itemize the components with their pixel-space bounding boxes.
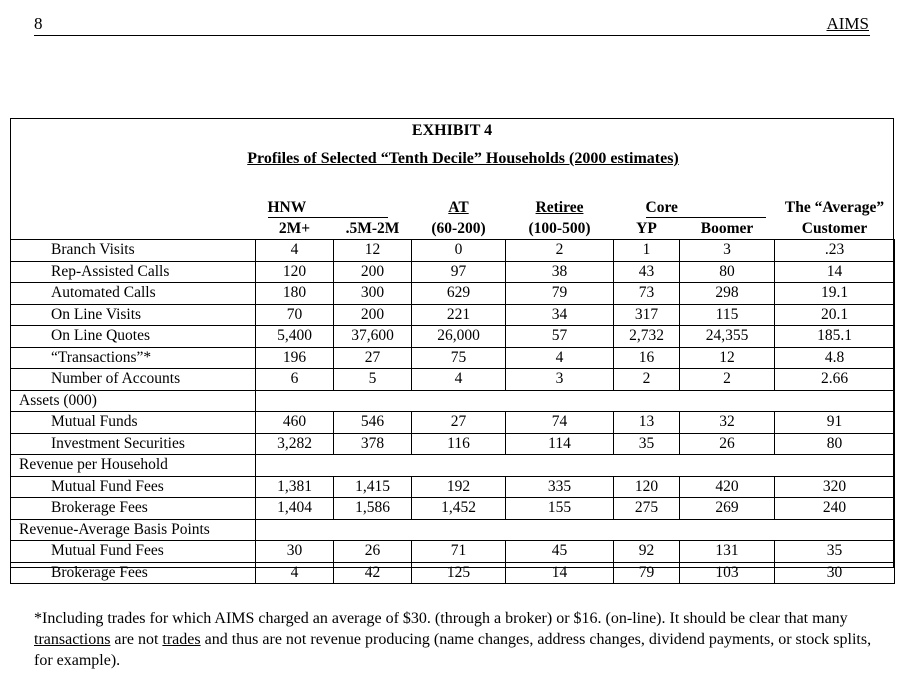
- table-cell: 221: [412, 304, 506, 326]
- table-cell: 26,000: [412, 326, 506, 348]
- table-cell: 1,404: [256, 498, 334, 520]
- table-cell: 4: [506, 347, 614, 369]
- table-cell: 155: [506, 498, 614, 520]
- table-cell: 26: [334, 541, 412, 563]
- table-cell: 320: [775, 476, 895, 498]
- row-label: Number of Accounts: [11, 369, 256, 391]
- table-cell: 546: [334, 412, 412, 434]
- table-row: [11, 240, 895, 262]
- row-label: Brokerage Fees: [11, 498, 256, 520]
- table-cell: 115: [680, 304, 775, 326]
- table-cell: 1,586: [334, 498, 412, 520]
- table-cell: 45: [506, 541, 614, 563]
- exhibit-box: [10, 118, 894, 581]
- table-cell: 97: [412, 261, 506, 283]
- table-cell: 79: [506, 283, 614, 305]
- row-label: Rep-Assisted Calls: [11, 261, 256, 283]
- table-cell: 35: [775, 541, 895, 563]
- table-cell: 2.66: [775, 369, 895, 391]
- table-cell: 0: [412, 240, 506, 262]
- table-cell: 73: [614, 283, 680, 305]
- table-cell: 200: [334, 304, 412, 326]
- table-cell: 20.1: [775, 304, 895, 326]
- table-cell: 120: [614, 476, 680, 498]
- table-cell: 185.1: [775, 326, 895, 348]
- table-cell: 30: [256, 541, 334, 563]
- table-cell: 80: [775, 433, 895, 455]
- table-row: [11, 283, 895, 305]
- table-cell: 378: [334, 433, 412, 455]
- table-row: [11, 347, 895, 369]
- table-cell: 37,600: [334, 326, 412, 348]
- header-rule: [34, 35, 870, 36]
- table-cell: 57: [506, 326, 614, 348]
- table-cell: 269: [680, 498, 775, 520]
- table-cell: 5,400: [256, 326, 334, 348]
- table-cell: 3,282: [256, 433, 334, 455]
- table-cell: 14: [506, 562, 614, 584]
- table-cell: 335: [506, 476, 614, 498]
- column-retiree-sub: (100-500): [528, 219, 591, 237]
- row-label: Mutual Fund Fees: [11, 541, 256, 563]
- table-cell: 2: [614, 369, 680, 391]
- table-cell: 4: [256, 240, 334, 262]
- section-filler: [256, 519, 895, 541]
- table-cell: 1: [614, 240, 680, 262]
- table-cell: 3: [506, 369, 614, 391]
- page-number: 8: [34, 14, 43, 33]
- table-cell: 4: [412, 369, 506, 391]
- running-head: AIMS: [826, 14, 869, 33]
- table-cell: 74: [506, 412, 614, 434]
- table-row: [11, 369, 895, 391]
- footnote-text-1: *Including trades for which AIMS charged an average of $30. (through a broker) or $16. (on-line). It should be clear that many: [34, 610, 848, 627]
- table-row: [11, 498, 895, 520]
- column-group-core: Core: [646, 199, 766, 218]
- column-boomer: Boomer: [700, 219, 754, 237]
- table-cell: 317: [614, 304, 680, 326]
- table-cell: 19.1: [775, 283, 895, 305]
- column-at-sub: (60-200): [431, 219, 486, 237]
- table-cell: 12: [680, 347, 775, 369]
- section-title: Revenue-Average Basis Points: [11, 519, 256, 541]
- table-cell: 14: [775, 261, 895, 283]
- header-row-columns: [11, 219, 895, 240]
- table-cell: 120: [256, 261, 334, 283]
- table-cell: 131: [680, 541, 775, 563]
- table-cell: 34: [506, 304, 614, 326]
- table-cell: 116: [412, 433, 506, 455]
- column-hnw-5m: .5M-2M: [345, 219, 400, 237]
- row-label: Branch Visits: [11, 240, 256, 262]
- table-cell: 2,732: [614, 326, 680, 348]
- table-cell: 2: [680, 369, 775, 391]
- footnote-text-2: are not: [110, 631, 163, 648]
- row-label: Investment Securities: [11, 433, 256, 455]
- table-cell: 70: [256, 304, 334, 326]
- table-cell: 420: [680, 476, 775, 498]
- row-label: Mutual Fund Fees: [11, 476, 256, 498]
- table-cell: 75: [412, 347, 506, 369]
- footnote: [34, 608, 879, 671]
- section-row: [11, 519, 895, 541]
- row-label: Automated Calls: [11, 283, 256, 305]
- table-cell: 32: [680, 412, 775, 434]
- table-cell: 298: [680, 283, 775, 305]
- table-row: [11, 326, 895, 348]
- table-row: [11, 412, 895, 434]
- footnote-trades: trades: [162, 631, 201, 648]
- table-cell: 12: [334, 240, 412, 262]
- row-label: Brokerage Fees: [11, 562, 256, 584]
- table-row: [11, 433, 895, 455]
- table-cell: 92: [614, 541, 680, 563]
- table-cell: 79: [614, 562, 680, 584]
- table-row: [11, 476, 895, 498]
- section-row: [11, 455, 895, 477]
- table-cell: 200: [334, 261, 412, 283]
- table-cell: 125: [412, 562, 506, 584]
- table-cell: 629: [412, 283, 506, 305]
- table-row: [11, 562, 895, 584]
- footnote-text-3: and thus are not revenue producing (name changes, address changes, dividend payments, or stock splits, for example).: [34, 631, 872, 669]
- table-cell: 114: [506, 433, 614, 455]
- table-row: [11, 261, 895, 283]
- column-group-hnw: HNW: [268, 199, 388, 218]
- table-cell: 1,415: [334, 476, 412, 498]
- exhibit-title: EXHIBIT 4: [411, 122, 493, 139]
- row-label: On Line Quotes: [11, 326, 256, 348]
- table-cell: 103: [680, 562, 775, 584]
- table-cell: 460: [256, 412, 334, 434]
- table-cell: 91: [775, 412, 895, 434]
- table-cell: 38: [506, 261, 614, 283]
- section-title: Assets (000): [11, 390, 256, 412]
- table-cell: 27: [412, 412, 506, 434]
- table-row: [11, 541, 895, 563]
- column-average-sub: Customer: [801, 219, 868, 237]
- table-cell: 3: [680, 240, 775, 262]
- exhibit-subtitle: Profiles of Selected “Tenth Decile” Households (2000 estimates): [247, 150, 679, 167]
- table-cell: 16: [614, 347, 680, 369]
- table-cell: 180: [256, 283, 334, 305]
- table-cell: 71: [412, 541, 506, 563]
- row-label: “Transactions”*: [11, 347, 256, 369]
- table-cell: 26: [680, 433, 775, 455]
- table-cell: 2: [506, 240, 614, 262]
- table-cell: .23: [775, 240, 895, 262]
- section-title: Revenue per Household: [11, 455, 256, 477]
- section-filler: [256, 455, 895, 477]
- profiles-table: [10, 198, 895, 584]
- section-filler: [256, 390, 895, 412]
- table-cell: 4: [256, 562, 334, 584]
- table-cell: 27: [334, 347, 412, 369]
- header-row-groups: [11, 198, 895, 219]
- table-cell: 196: [256, 347, 334, 369]
- column-hnw-2m: 2M+: [278, 219, 311, 237]
- footnote-transactions: transactions: [34, 631, 111, 648]
- table-cell: 13: [614, 412, 680, 434]
- column-at-top: AT: [448, 199, 469, 217]
- table-cell: 43: [614, 261, 680, 283]
- column-yp: YP: [636, 219, 657, 237]
- column-average-top: The “Average”: [784, 199, 885, 217]
- table-row: [11, 304, 895, 326]
- table-cell: 1,452: [412, 498, 506, 520]
- table-cell: 275: [614, 498, 680, 520]
- table-cell: 24,355: [680, 326, 775, 348]
- table-cell: 300: [334, 283, 412, 305]
- column-retiree-top: Retiree: [535, 199, 584, 217]
- table-cell: 6: [256, 369, 334, 391]
- table-cell: 35: [614, 433, 680, 455]
- table-cell: 240: [775, 498, 895, 520]
- table-cell: 42: [334, 562, 412, 584]
- table-cell: 80: [680, 261, 775, 283]
- table-cell: 192: [412, 476, 506, 498]
- row-label: On Line Visits: [11, 304, 256, 326]
- table-cell: 30: [775, 562, 895, 584]
- table-cell: 5: [334, 369, 412, 391]
- row-label: Mutual Funds: [11, 412, 256, 434]
- table-cell: 4.8: [775, 347, 895, 369]
- table-cell: 1,381: [256, 476, 334, 498]
- section-row: [11, 390, 895, 412]
